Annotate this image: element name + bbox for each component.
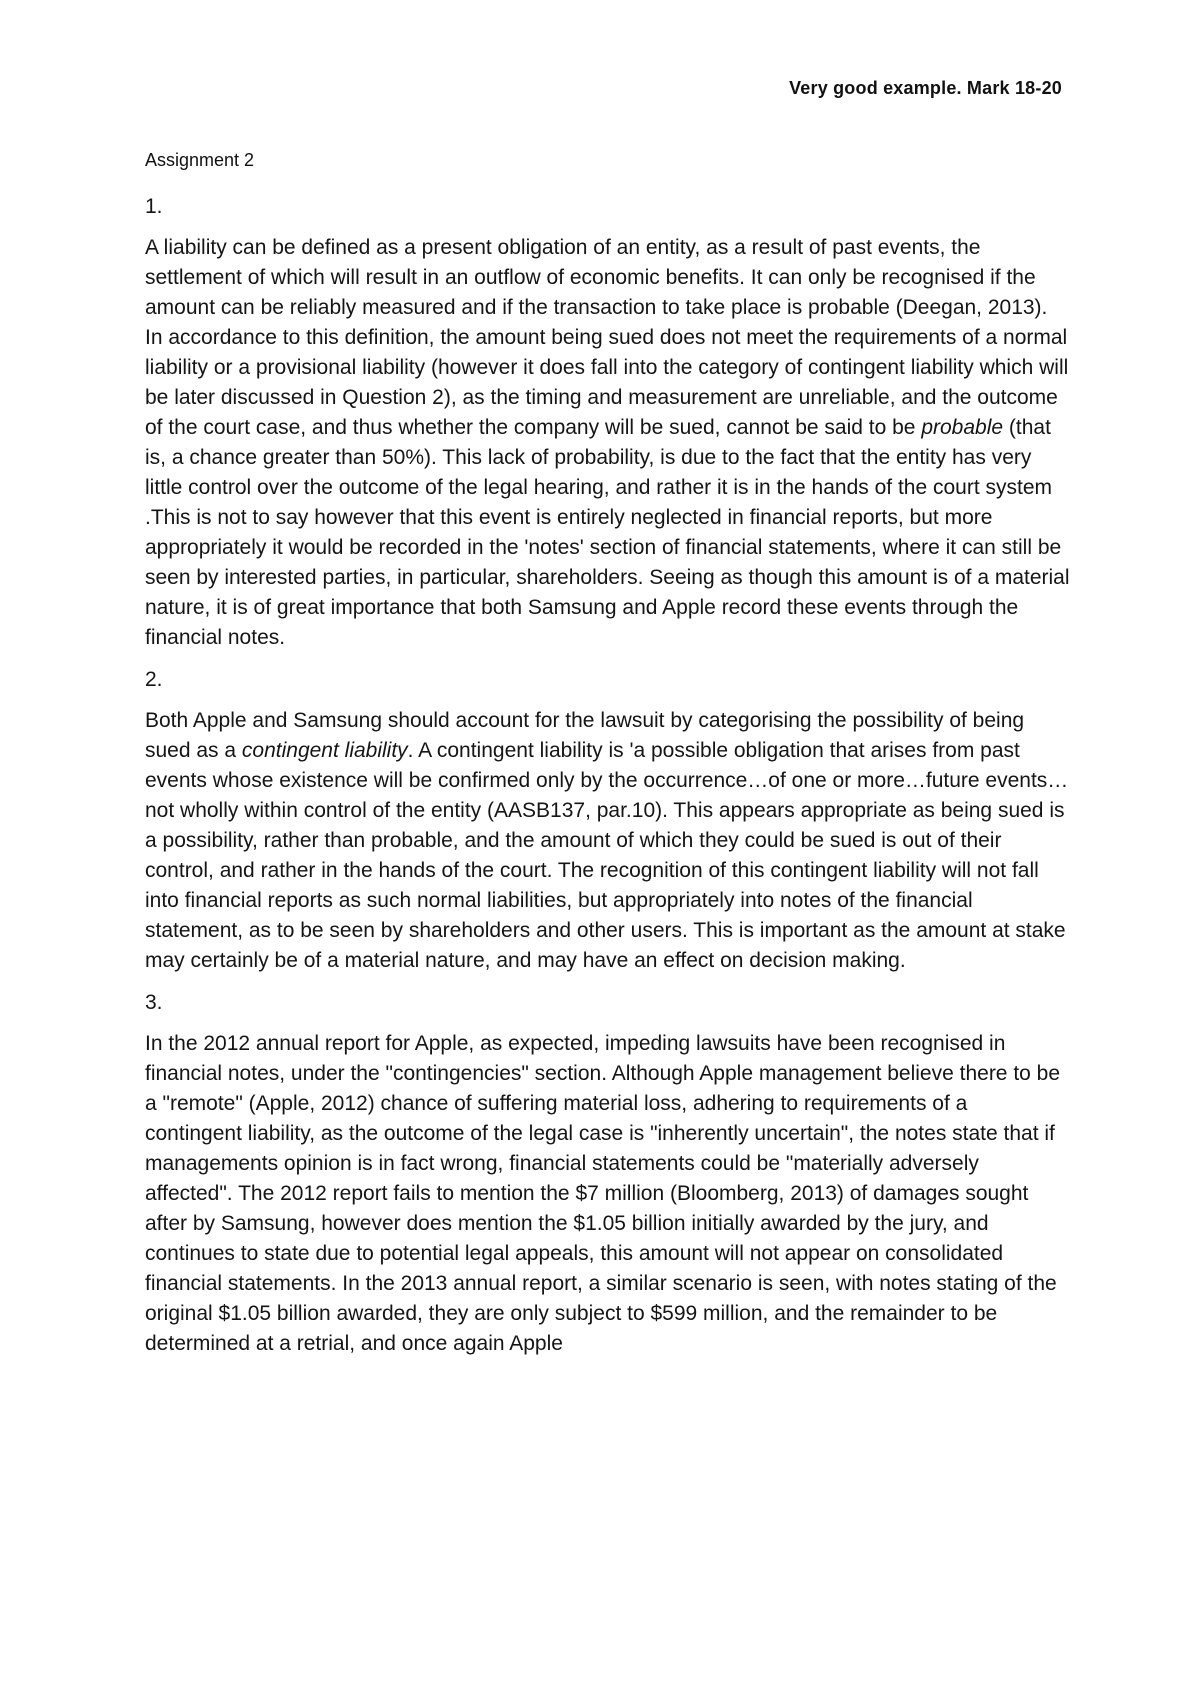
answer-1-emphasis: probable <box>921 416 1004 439</box>
answer-1-text-b: (that is, a chance greater than 50%). This lack of probability, is due to the fact that the entity has very little control over the outcome of the legal hearing, and rather it is in the hands of the court system .This is not to say however that this event is entirely neglected in financial reports, but more appropriately it would be recorded in the 'notes' section of financial statements, where it can still be seen by interested parties, in particular, shareholders. Seeing as though this amount is of a material nature, it is of great importance that both Samsung and Apple record these events through the financial notes. <box>145 416 1070 649</box>
assignment-title: Assignment 2 <box>145 150 255 170</box>
question-2-number: 2. <box>145 668 163 691</box>
question-1-answer <box>145 233 1070 653</box>
document-body <box>145 192 1070 1371</box>
answer-1-text-a: A liability can be defined as a present obligation of an entity, as a result of past events, the settlement of which will result in an outflow of economic benefits. It can only be recognised if the amount can be reliably measured and if the transaction to take place is probable (Deegan, 2013). In accordance to this definition, the amount being sued does not meet the requirements of a normal liability or a provisional liability (however it does fall into the category of contingent liability which will be later discussed in Question 2), as the timing and measurement are unreliable, and the outcome of the court case, and thus whether the company will be sued, cannot be said to be <box>145 236 1069 439</box>
question-3-number: 3. <box>145 991 163 1014</box>
answer-2-text-b: . A contingent liability is 'a possible obligation that arises from past events whose existence will be confirmed only by the occurrence…of one or more…future events…not wholly within control of the entity (AASB137, par.10). This appears appropriate as being sued is a possibility, rather than probable, and the amount of which they could be sued is out of their control, and rather in the hands of the court. The recognition of this contingent liability will not fall into financial reports as such normal liabilities, but appropriately into notes of the financial statement, as to be seen by shareholders and other users. This is important as the amount at stake may certainly be of a material nature, and may have an effect on decision making. <box>145 739 1069 972</box>
grade-note: Very good example. Mark 18-20 <box>789 78 1062 98</box>
question-3-answer: In the 2012 annual report for Apple, as expected, impeding lawsuits have been recognised in financial notes, under the "contingencies" section. Although Apple management believe there to be a "remote" (Apple, 2012) chance of suffering material loss, adhering to requirements of a contingent liability, as the outcome of the legal case is "inherently uncertain", the notes state that if managements opinion is in fact wrong, financial statements could be "materially adversely affected". The 2012 report fails to mention the $7 million (Bloomberg, 2013) of damages sought after by Samsung, however does mention the $1.05 billion initially awarded by the jury, and continues to state due to potential legal appeals, this amount will not appear on consolidated financial statements. In the 2013 annual report, a similar scenario is seen, with notes stating of the original $1.05 billion awarded, they are only subject to $599 million, and the remainder to be determined at a retrial, and once again Apple <box>145 1032 1061 1355</box>
answer-2-emphasis: contingent liability <box>241 739 408 762</box>
answer-2-text-a: Both Apple and Samsung should account for the lawsuit by categorising the possibility of being sued as a <box>145 709 1025 762</box>
question-2-answer <box>145 706 1070 976</box>
question-1-number: 1. <box>145 195 163 218</box>
